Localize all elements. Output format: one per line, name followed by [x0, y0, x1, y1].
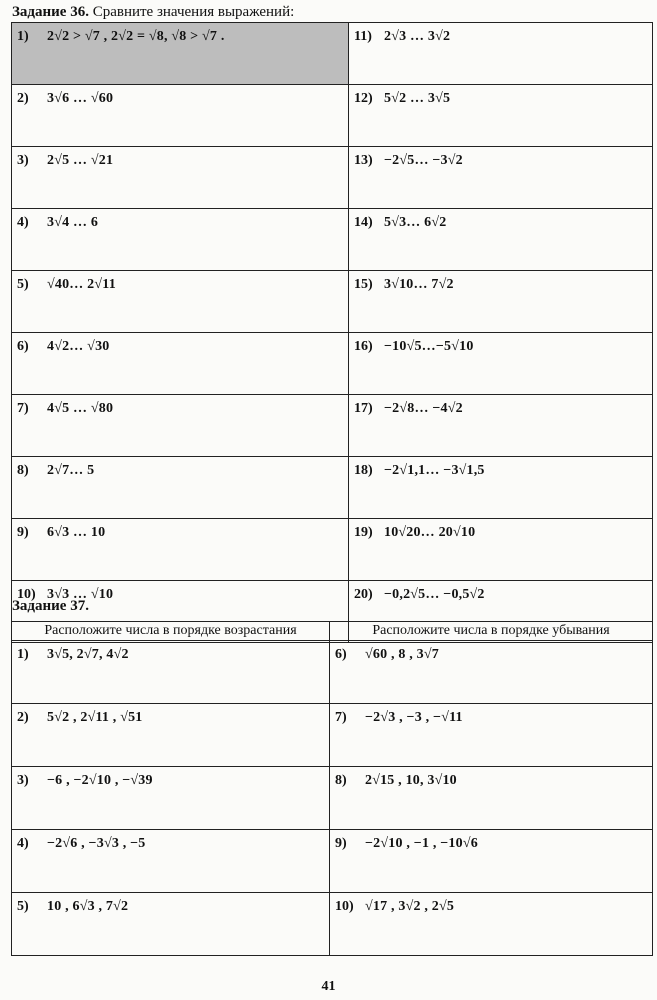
exercise-number: 7): [17, 401, 29, 416]
exercise-number: 4): [17, 215, 29, 230]
exercise-cell: [330, 641, 653, 704]
table-row: [12, 85, 653, 147]
table-row: [12, 147, 653, 209]
exercise-number: 6): [17, 339, 29, 354]
exercise-number: 17): [354, 401, 373, 416]
exercise-cell: [12, 271, 349, 333]
table-row: [12, 830, 653, 893]
task36-table-body: [12, 23, 653, 643]
exercise-cell: [12, 209, 349, 271]
task37-table: [11, 621, 653, 956]
exercise-cell: [12, 704, 330, 767]
exercise-expression: 5√2 , 2√11 , √51: [47, 710, 143, 725]
exercise-expression: 3√4 … 6: [47, 215, 99, 230]
exercise-number: 10): [335, 899, 354, 914]
exercise-expression: −2√8… −4√2: [384, 401, 463, 416]
table-row: [12, 767, 653, 830]
exercise-expression: 4√2… √30: [47, 339, 110, 354]
exercise-expression: −2√3 , −3 , −√11: [365, 710, 463, 725]
table-row: [12, 641, 653, 704]
exercise-number: 3): [17, 153, 29, 168]
exercise-cell: [349, 209, 653, 271]
exercise-number: 2): [17, 710, 29, 725]
exercise-number: 20): [354, 587, 373, 602]
table-row: [12, 519, 653, 581]
exercise-cell: [330, 893, 653, 956]
exercise-expression: −10√5…−5√10: [384, 339, 474, 354]
exercise-number: 13): [354, 153, 373, 168]
exercise-expression: 2√7… 5: [47, 463, 95, 478]
exercise-cell: [330, 767, 653, 830]
exercise-number: 8): [335, 773, 347, 788]
task37-title: Задание 37.: [12, 598, 89, 614]
exercise-expression: 3√6 … √60: [47, 91, 114, 106]
task37-col-descending: Расположите числа в порядке убывания: [330, 622, 653, 641]
exercise-cell: [12, 395, 349, 457]
exercise-expression: 3√5, 2√7, 4√2: [47, 647, 129, 662]
table-row: [12, 271, 653, 333]
exercise-cell: [12, 147, 349, 209]
exercise-expression: −2√5… −3√2: [384, 153, 463, 168]
exercise-expression: 6√3 … 10: [47, 525, 106, 540]
exercise-expression: 2√2 > √7 , 2√2 = √8, √8 > √7 .: [47, 29, 225, 44]
exercise-cell: [349, 271, 653, 333]
task36-subtitle: Сравните значения выражений:: [92, 4, 295, 20]
exercise-expression: −0,2√5… −0,5√2: [384, 587, 485, 602]
exercise-cell: [12, 457, 349, 519]
exercise-cell: [12, 519, 349, 581]
exercise-number: 1): [17, 647, 29, 662]
exercise-number: 8): [17, 463, 29, 478]
task37-header-row: [12, 622, 653, 641]
page-number: 41: [321, 979, 336, 994]
exercise-cell: [349, 23, 653, 85]
task36-table: [11, 22, 653, 643]
exercise-number: 10): [17, 587, 36, 602]
table-row: [12, 893, 653, 956]
exercise-number: 15): [354, 277, 373, 292]
exercise-cell: [349, 519, 653, 581]
table-row: [12, 209, 653, 271]
exercise-expression: 4√5 … √80: [47, 401, 114, 416]
exercise-number: 9): [17, 525, 29, 540]
exercise-cell: [349, 395, 653, 457]
exercise-number: 19): [354, 525, 373, 540]
exercise-number: 6): [335, 647, 347, 662]
exercise-cell: [12, 767, 330, 830]
exercise-expression: 2√15 , 10, 3√10: [365, 773, 457, 788]
exercise-expression: √17 , 3√2 , 2√5: [365, 899, 455, 914]
exercise-expression: −6 , −2√10 , −√39: [47, 773, 153, 788]
exercise-number: 3): [17, 773, 29, 788]
table-row: [12, 333, 653, 395]
exercise-expression: 10√20… 20√10: [384, 525, 476, 540]
table-row: [12, 457, 653, 519]
exercise-cell: [349, 457, 653, 519]
exercise-number: 18): [354, 463, 373, 478]
exercise-expression: −2√10 , −1 , −10√6: [365, 836, 478, 851]
task37-table-body: [12, 641, 653, 956]
exercise-cell: [12, 23, 349, 85]
exercise-number: 11): [354, 29, 372, 44]
exercise-cell: [349, 147, 653, 209]
table-row: [12, 704, 653, 767]
task37-col-ascending: Расположите числа в порядке возрастания: [12, 622, 330, 641]
exercise-number: 16): [354, 339, 373, 354]
exercise-number: 12): [354, 91, 373, 106]
table-row: [12, 23, 653, 85]
exercise-cell: [12, 333, 349, 395]
exercise-number: 7): [335, 710, 347, 725]
exercise-expression: −2√1,1… −3√1,5: [384, 463, 485, 478]
exercise-number: 9): [335, 836, 347, 851]
exercise-expression: −2√6 , −3√3 , −5: [47, 836, 146, 851]
exercise-expression: 5√3… 6√2: [384, 215, 447, 230]
exercise-expression: 10 , 6√3 , 7√2: [47, 899, 129, 914]
exercise-cell: [330, 704, 653, 767]
table-row: [12, 395, 653, 457]
exercise-number: 5): [17, 899, 29, 914]
exercise-cell: [349, 333, 653, 395]
exercise-expression: 3√3 … √10: [47, 587, 114, 602]
task36-heading: [12, 3, 294, 21]
exercise-number: 1): [17, 29, 29, 44]
exercise-cell: [12, 893, 330, 956]
exercise-expression: 3√10… 7√2: [384, 277, 454, 292]
task36-title: Задание 36.: [12, 4, 89, 20]
exercise-cell: [12, 85, 349, 147]
exercise-cell: [330, 830, 653, 893]
exercise-cell: [12, 830, 330, 893]
exercise-number: 4): [17, 836, 29, 851]
exercise-expression: 2√5 … √21: [47, 153, 114, 168]
exercise-expression: √60 , 8 , 3√7: [365, 647, 439, 662]
exercise-cell: [12, 641, 330, 704]
exercise-number: 14): [354, 215, 373, 230]
exercise-number: 5): [17, 277, 29, 292]
exercise-expression: 5√2 … 3√5: [384, 91, 451, 106]
exercise-number: 2): [17, 91, 29, 106]
exercise-expression: 2√3 … 3√2: [384, 29, 451, 44]
exercise-cell: [349, 85, 653, 147]
exercise-expression: √40… 2√11: [47, 277, 116, 292]
